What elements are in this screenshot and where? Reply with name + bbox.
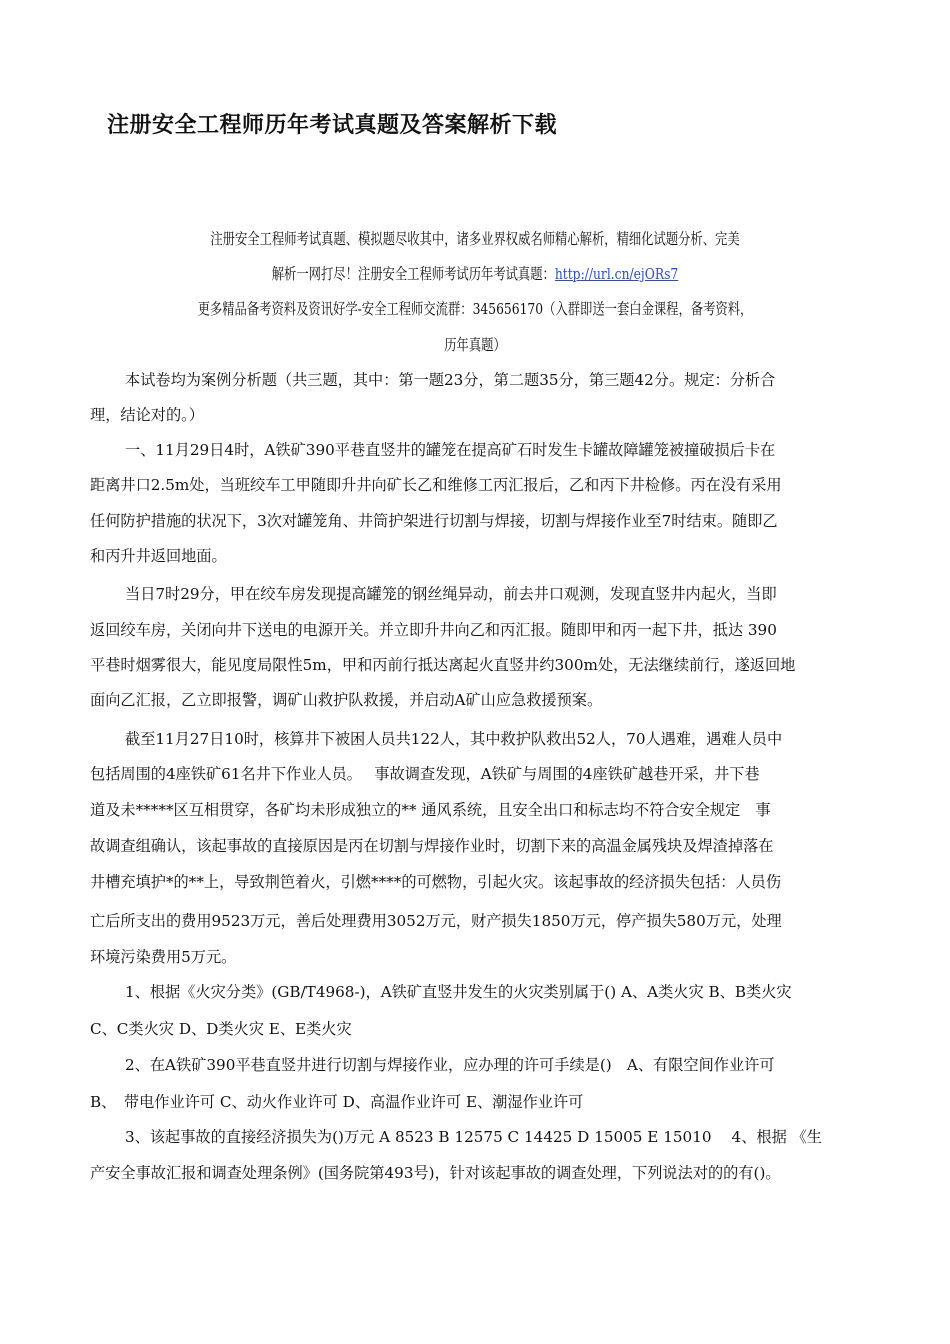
body-line: 面向乙汇报，乙立即报警，调矿山救护队救援，并启动A矿山应急救援预案。 [90, 691, 603, 709]
body-line: 截至11月27日10时，核算井下被困人员共122人，其中救护队救出52人，70人遇难，遇难人员中 [125, 730, 783, 748]
exam-link[interactable]: http://url.cn/ejORs7 [554, 265, 679, 283]
body-line: 故调查组确认，该起事故的直接原因是丙在切割与焊接作业时，切割下来的高温金属残块及焊渣掉落在 [90, 837, 774, 855]
body-line: 一、11月29日4时，A铁矿390平巷直竖井的罐笼在提高矿石时发生卡罐故障罐笼被撞破损后卡在 [125, 441, 776, 459]
body-line: 道及未*****区互相贯穿，各矿均未形成独立的** 通风系统，且安全出口和标志均不符合安全规定 事 [90, 801, 771, 819]
question-line: C、C类火灾 D、D类火灾 E、E类火灾 [90, 1020, 352, 1038]
intro-line-2 [90, 264, 860, 284]
question-line: 产安全事故汇报和调查处理条例》(国务院第493号)，针对该起事故的调查处理，下列说法对的的有()。 [90, 1164, 781, 1182]
body-line: 返回绞车房，关闭向井下送电的电源开关。并立即升井向乙和丙汇报。随即甲和丙一起下井，抵达 390 [90, 621, 777, 639]
body-line: 本试卷均为案例分析题（共三题，其中：第一题23分，第二题35分，第三题42分。规定：分析合 [125, 371, 776, 389]
body-line: 理，结论对的。） [90, 406, 204, 424]
question-line: 1、根据《火灾分类》(GB/T4968-)，A铁矿直竖井发生的火灾类别属于() A、A类火灾 B、B类火灾 [125, 983, 792, 1001]
body-line: 距离井口2.5m处，当班绞车工甲随即升井向矿长乙和维修工丙汇报后，乙和丙下井检修。丙在没有采用 [90, 476, 782, 494]
body-line: 井槽充填护*的**上，导致荆笆着火，引燃****的可燃物，引起火灾。该起事故的经济损失包括：人员伤 [90, 873, 782, 891]
body-line: 包括周围的4座铁矿61名井下作业人员。 事故调查发现，A铁矿与周围的4座铁矿越巷开采，井下巷 [90, 765, 760, 783]
intro-line-4: 历年真题） [444, 336, 506, 354]
question-line: B、 带电作业许可 C、动火作业许可 D、高温作业许可 E、潮湿作业许可 [90, 1093, 584, 1111]
body-line: 当日7时29分，甲在绞车房发现提高罐笼的钢丝绳异动，前去井口观测，发现直竖井内起火，当即 [125, 585, 777, 603]
question-line: 2、在A铁矿390平巷直竖井进行切割与焊接作业，应办理的许可手续是() A、有限空间作业许可 [125, 1056, 775, 1074]
intro-line-2-text: 解析一网打尽！注册安全工程师考试历年考试真题： [271, 265, 555, 283]
body-line: 任何防护措施的状况下，3次对罐笼角、井筒护架进行切割与焊接，切割与焊接作业至7时结束。随即乙 [90, 512, 778, 530]
body-line: 亡后所支出的费用9523万元，善后处理费用3052万元，财产损失1850万元，停产损失580万元，处理 [90, 912, 782, 930]
body-line: 平巷时烟雾很大，能见度局限性5m，甲和丙前行抵达离起火直竖井约300m处，无法继续前行，遂返回地 [90, 656, 796, 674]
intro-line-1: 注册安全工程师考试真题、模拟题尽收其中，诸多业界权威名师精心解析，精细化试题分析、完美 [210, 230, 740, 248]
intro-line-3: 更多精品备考资料及资讯好学-安全工程师交流群：345656170（入群即送一套白金课程，备考资料， [197, 300, 753, 318]
document-title: 注册安全工程师历年考试真题及答案解析下载 [107, 112, 558, 138]
question-line: 3、该起事故的直接经济损失为()万元 A 8523 B 12575 C 14425 D 15005 E 15010 4、根据 《生 [125, 1128, 822, 1146]
body-line: 和丙升井返回地面。 [90, 547, 227, 565]
body-line: 环境污染费用5万元。 [90, 948, 237, 966]
